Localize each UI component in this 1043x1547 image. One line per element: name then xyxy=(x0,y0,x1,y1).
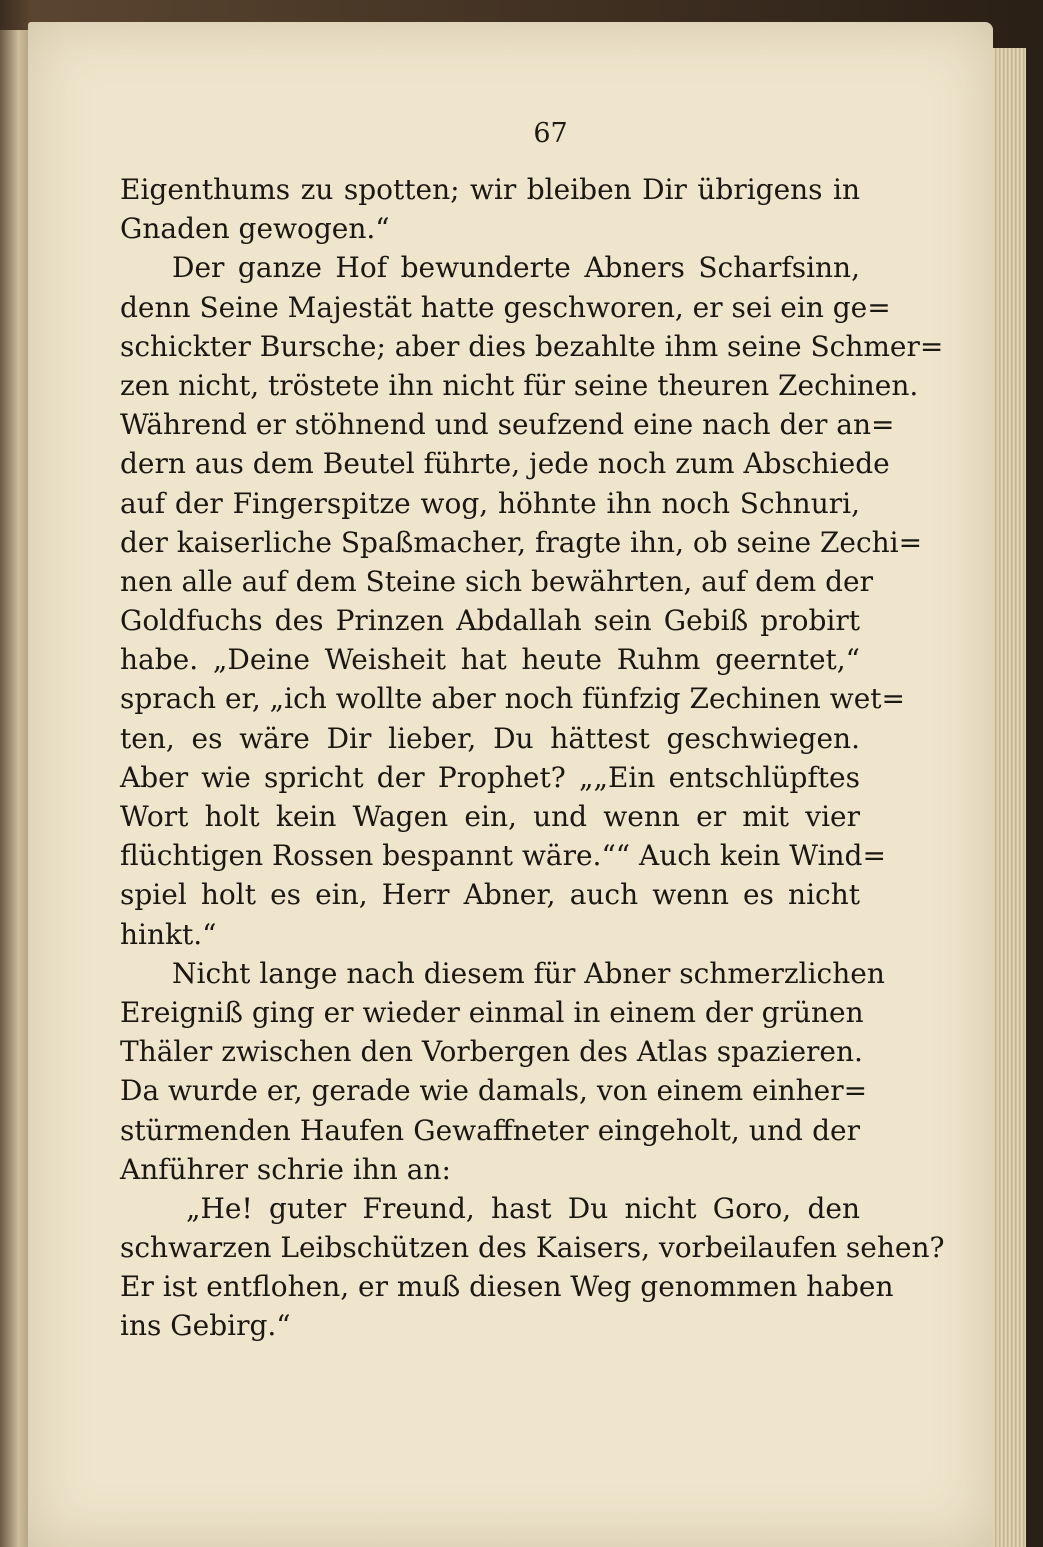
page-number: 67 xyxy=(533,118,568,149)
text-line: Er ist entflohen, er muß diesen Weg genommen haben xyxy=(120,1270,894,1304)
text-line: habe. „Deine Weisheit hat heute Ruhm geerntet,“ xyxy=(120,643,860,677)
text-line: Thäler zwischen den Vorbergen des Atlas spazieren. xyxy=(120,1035,863,1069)
text-line: flüchtigen Rossen bespannt wäre.““ Auch kein Wind= xyxy=(120,839,886,873)
text-line: ins Gebirg.“ xyxy=(120,1309,291,1343)
text-line: Während er stöhnend und seufzend eine nach der an= xyxy=(120,408,895,442)
text-line: Wort holt kein Wagen ein, und wenn er mit vier xyxy=(120,800,860,833)
text-line: Ereigniß ging er wieder einmal in einem der grünen xyxy=(120,995,864,1029)
text-line: ten, es wäre Dir lieber, Du hättest geschwiegen. xyxy=(120,721,860,755)
text-line: stürmenden Haufen Gewaffneter eingeholt, und der xyxy=(120,1113,860,1147)
text-line: Nicht lange nach diesem für Abner schmerzlichen xyxy=(172,956,885,990)
text-line: der kaiserliche Spaßmacher, fragte ihn, ob seine Zechi= xyxy=(120,525,923,559)
text-line: spiel holt es ein, Herr Abner, auch wenn es nicht xyxy=(120,878,860,912)
text-line: Anführer schrie ihn an: xyxy=(120,1152,451,1186)
body-text xyxy=(120,170,945,1346)
text-line: Goldfuchs des Prinzen Abdallah sein Gebiß probirt xyxy=(120,604,860,638)
text-line: dern aus dem Beutel führte, jede noch zum Abschiede xyxy=(120,447,890,481)
text-line: denn Seine Majestät hatte geschworen, er sei ein ge= xyxy=(120,290,891,324)
book-page xyxy=(28,22,993,1547)
text-line: zen nicht, tröstete ihn nicht für seine theuren Zechinen. xyxy=(120,368,919,402)
text-line: sprach er, „ich wollte aber noch fünfzig Zechinen wet= xyxy=(120,682,905,716)
text-line: hinkt.“ xyxy=(120,917,217,951)
text-line: nen alle auf dem Steine sich bewährten, auf dem der xyxy=(120,564,873,598)
text-line: schwarzen Leibschützen des Kaisers, vorbeilaufen sehen? xyxy=(120,1231,945,1265)
text-line: auf der Fingerspitze wog, höhnte ihn noch Schnuri, xyxy=(120,486,860,520)
text-line: „He! guter Freund, hast Du nicht Goro, den xyxy=(186,1191,860,1225)
text-line: Aber wie spricht der Prophet? „„Ein entschlüpftes xyxy=(120,760,860,794)
text-line: schickter Bursche; aber dies bezahlte ihm seine Schmer= xyxy=(120,329,944,363)
text-line: Da wurde er, gerade wie damals, von einem einher= xyxy=(120,1074,868,1108)
text-line: Der ganze Hof bewunderte Abners Scharfsinn, xyxy=(172,251,860,285)
text-line: Gnaden gewogen.“ xyxy=(120,212,390,246)
text-line: Eigenthums zu spotten; wir bleiben Dir übrigens in xyxy=(120,173,860,206)
